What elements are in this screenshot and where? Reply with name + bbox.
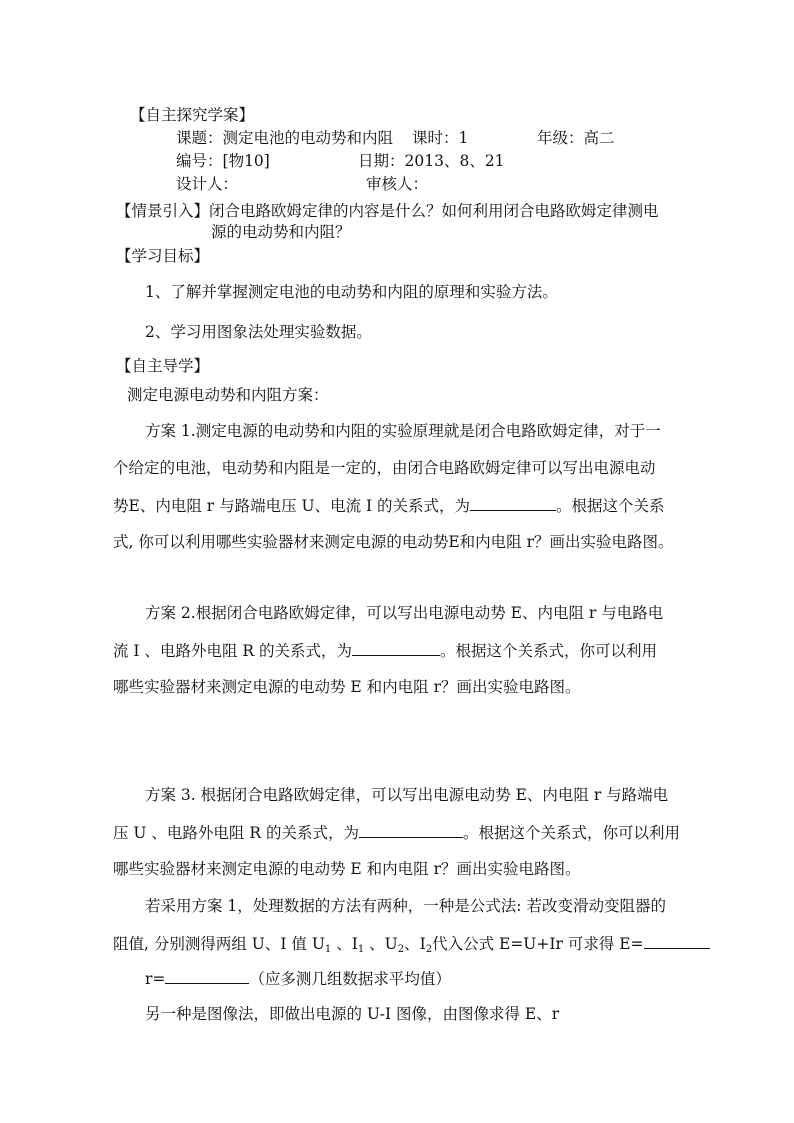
intro-line-1 [116,201,659,221]
scheme-heading: 测定电源电动势和内阻方案： [127,386,329,404]
grade-label: 年级： [537,129,584,147]
scheme3-answer-blank[interactable] [359,822,463,838]
subscript-1b: 1 [357,944,365,955]
scheme3-line2-text: 压 U 、电路外电阻 R 的关系式，为 [113,824,359,842]
number-label: 编号： [176,152,223,170]
data-method-line2 [113,933,710,960]
scheme3-line2-tail: 。根据这个关系式，你可以利用 [462,824,680,842]
goal-item-1: 1、了解并掌握测定电池的电动势和内阻的原理和实验方法。 [145,283,558,301]
topic-value: 测定电池的电动势和内阻 [222,129,394,147]
goal-item-2: 2、学习用图象法处理实验数据。 [145,323,372,341]
data-method-line4: 另一种是图像法，即做出电源的 U-I 图像，由图像求得 E、r [145,1005,560,1023]
scheme2-line1: 方案 2.根据闭合电路欧姆定律，可以写出电源电动势 E、内电阻 r 与电路电 [145,604,664,622]
intro-question-1: 闭合电路欧姆定律的内容是什么？如何利用闭合电路欧姆定律测电 [209,202,659,220]
average-note: （应多测几组数据求平均值） [249,970,451,988]
data-method-line1: 若采用方案 1，处理数据的方法有两种，一种是公式法: 若改变滑动变阻器的 [145,897,666,915]
number-row [176,151,270,171]
r-answer-blank[interactable] [165,968,249,984]
formula-text-c: 、U [364,935,398,953]
scheme2-line2-tail: 。根据这个关系式，你可以利用 [440,642,658,660]
grade-value: 高二 [583,129,615,147]
hours-row [412,128,468,148]
goals-title: 【学习目标】 [116,247,210,265]
guide-title: 【自主导学】 [116,357,210,375]
e-answer-blank[interactable] [644,933,710,949]
formula-text-a: 阻值, 分别测得两组 U、I 值 U [113,935,325,953]
scheme1-line1: 方案 1.测定电源的电动势和内阻的实验原理就是闭合电路欧姆定律，对于一 [145,422,661,440]
r-label: r= [145,970,166,988]
scheme1-line3-text: 势E、内电阻 r 与路端电压 U、电流 I 的关系式，为 [113,497,471,515]
scheme3-line2 [113,822,680,843]
scheme2-answer-blank[interactable] [352,640,440,656]
date-label: 日期： [358,152,405,170]
scheme1-line4: 式, 你可以利用哪些实验器材来测定电源的电动势E和内电阻 r？画出实验电路图。 [113,533,674,551]
section-title: 【自主探究学案】 [130,106,255,124]
scheme3-line3: 哪些实验器材来测定电源的电动势 E 和内电阻 r？画出实验电路图。 [113,860,581,878]
designer-label: 设计人： [176,175,239,193]
hours-value: 1 [458,129,469,147]
formula-text-d: 、I [404,935,426,953]
subscript-2b: 2 [425,944,433,955]
data-method-line3 [145,968,451,989]
scheme2-line2 [113,640,657,661]
hours-label: 课时： [412,129,459,147]
reviewer-label: 审核人： [366,175,429,193]
scheme1-line3-tail: 。根据这个关系 [556,497,665,515]
scheme1-line2: 个给定的电池，电动势和内阻是一定的，由闭合电路欧姆定律可以写出电源电动 [113,459,656,477]
intro-line-2: 源的电动势和内阻？ [211,223,351,241]
number-value: [物10] [222,152,270,170]
intro-title: 【情景引入】 [116,202,210,220]
scheme2-line3: 哪些实验器材来测定电源的电动势 E 和内电阻 r？画出实验电路图。 [113,678,581,696]
subscript-1a: 1 [324,944,332,955]
topic-label: 课题： [176,129,223,147]
formula-text-e: 代入公式 E=U+Ir 可求得 E= [432,935,644,953]
date-value: 2013、8、21 [404,152,505,170]
date-row [358,151,505,171]
scheme3-line1: 方案 3. 根据闭合电路欧姆定律，可以写出电源电动势 E、内电阻 r 与路端电 [145,786,669,804]
scheme2-line2-text: 流 I 、电路外电阻 R 的关系式，为 [113,642,353,660]
formula-text-b: 、I [331,935,358,953]
scheme1-answer-blank[interactable] [470,495,556,511]
grade-row [537,128,615,148]
scheme1-line3 [113,495,665,516]
topic-row [176,128,393,148]
subscript-2a: 2 [397,944,405,955]
